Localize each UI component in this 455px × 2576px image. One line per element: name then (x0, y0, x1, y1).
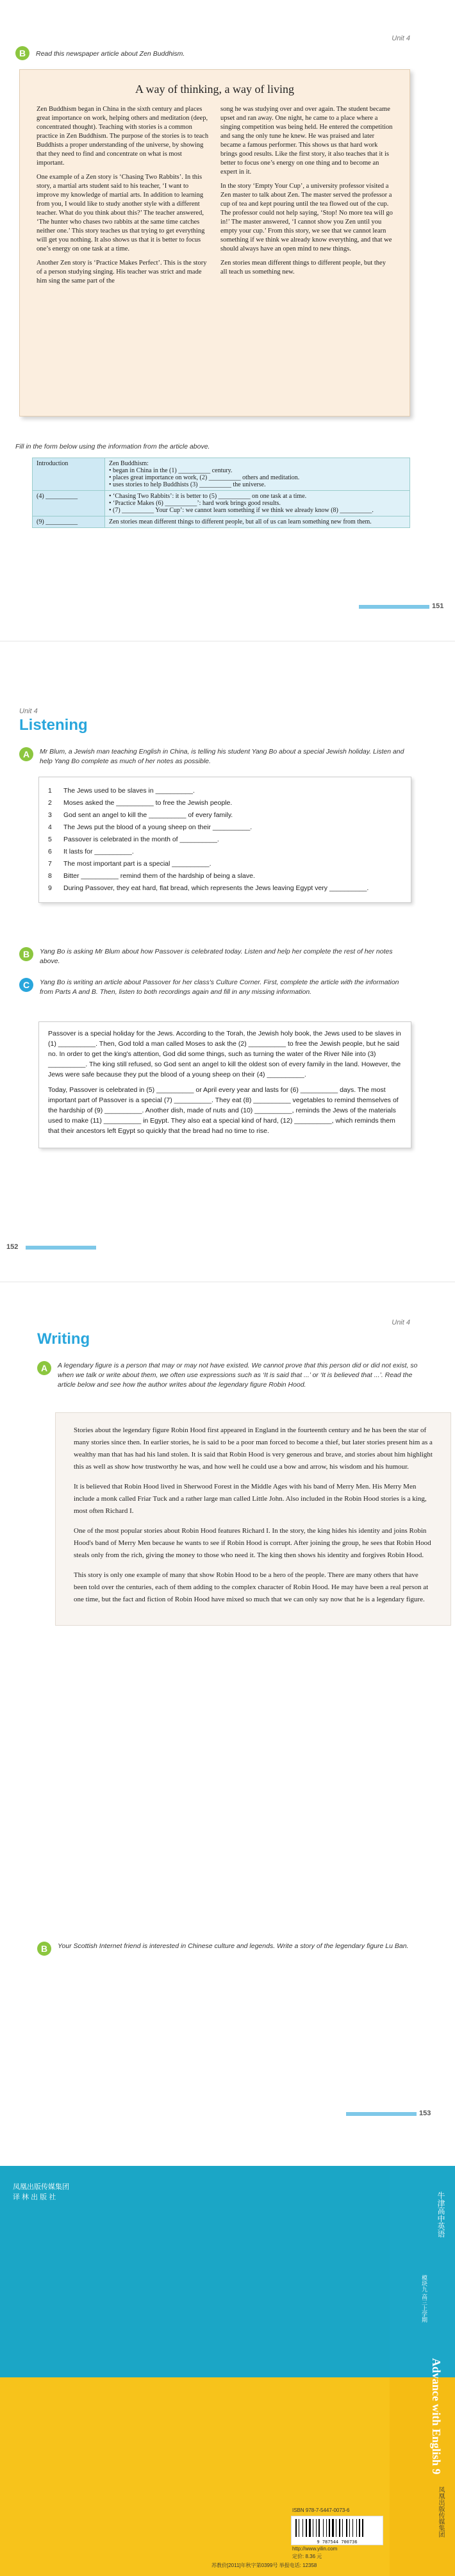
page-number: 152 (6, 1243, 19, 1251)
form-line: Zen stories mean different things to different people, but all of us can learn something new from them. (109, 518, 372, 525)
note-number: 3 (48, 811, 52, 819)
instruction-b: Yang Bo is asking Mr Blum about how Passover is celebrated today. Listen and help her complete the rest of her notes above. (40, 948, 393, 965)
note-text: During Passover, they eat hard, flat bread, which represents the Jews leaving Egypt very __________. (63, 884, 369, 892)
note-row (48, 870, 402, 882)
spine-publisher: 凤凰出版传媒集团 (437, 2486, 444, 2538)
note-number: 2 (48, 799, 52, 807)
note-row (48, 785, 402, 797)
form-line: • places great importance on work, (2) __________ others and meditation. (109, 474, 300, 481)
instruction-a: A legendary figure is a person that may or may not have existed. We cannot prove that this person did or did not exist, so when we talk or write about them, we often use expressions such as ‘It is said that ...’ or ‘It is believed that ...’. Read the article below and see how the author writes about the legendary figure Robin Hood. (58, 1362, 418, 1389)
form-line: • ‘Chasing Two Rabbits’: it is better to (5) __________ on one task at a time. (109, 493, 307, 500)
article-column-1 (37, 105, 209, 291)
article-paragraph: Another Zen story is ‘Practice Makes Perfect’. This is the story of a person studying singing. His teacher was strict and made him sing the same part of the (37, 260, 207, 285)
section-letter-a: A (37, 1361, 51, 1375)
form-label: (4) __________ (33, 491, 105, 516)
fill-in-form (32, 458, 410, 528)
instruction: Read this newspaper article about Zen Buddhism. (36, 50, 185, 58)
note-number: 9 (48, 884, 52, 892)
section-letter-c: C (19, 978, 33, 992)
robin-hood-story (55, 1412, 451, 1626)
page-edge-stripe (26, 1246, 96, 1250)
barcode-bar (349, 2519, 350, 2537)
note-row (48, 882, 402, 895)
barcode-bar (352, 2519, 353, 2537)
form-line: • uses stories to help Buddhists (3) __________ the universe. (109, 481, 266, 488)
barcode-bar (306, 2519, 307, 2537)
barcode-bar (302, 2519, 303, 2537)
barcode-bar (342, 2519, 343, 2537)
isbn-text: ISBN 978-7-5447-0073-6 (292, 2507, 350, 2513)
section-title-writing: Writing (37, 1330, 90, 1348)
press-name: 译 林 出 版 社 (13, 2193, 56, 2201)
barcode-bar (339, 2519, 340, 2537)
story-paragraph: One of the most popular stories about Robin Hood features Richard I. In the story, the king hides his identity and joins Robin Hood's band of Merry Men because he wants to see if Robin Hood is corrupt. After joining the group, he sees that Robin Hood steals only from the rich, giving the money to those who need it. The king then shows his identity and forgives Robin Hood. (74, 1527, 431, 1559)
note-number: 4 (48, 823, 52, 831)
cover-yellow-block (0, 2377, 455, 2576)
note-number: 7 (48, 860, 52, 868)
note-row (48, 822, 402, 834)
instruction-a: Mr Blum, a Jewish man teaching English in China, is telling his student Yang Bo about a special Jewish holiday. Listen and help Yang Bo complete as much of her notes as possible. (40, 748, 404, 765)
form-label: (9) __________ (33, 516, 105, 528)
form-instruction: Fill in the form below using the information from the article above. (15, 443, 210, 450)
article-paragraph: Passover is a special holiday for the Jews. According to the Torah, the Jewish holy book, the Jews used to be slaves in (1) __________. Then, God told a man called Moses to ask the (2) __________ to free the Jewish people, but he said no. In order to get the king's attention, God did some things, such as turning the water of the River Nile into (3) __________. The king still refused, so God sent an angel to kill the oldest son of every family in the land. However, the Jews were safe because they put the blood of a young sheep on their (4) __________. (48, 1030, 401, 1078)
barcode-bar (346, 2519, 347, 2537)
form-row (33, 458, 410, 491)
note-text: Moses asked the __________ to free the Jewish people. (63, 799, 233, 807)
barcode-bar (329, 2519, 330, 2537)
article-fill-box (38, 1021, 411, 1148)
spine-band-lower (390, 2377, 455, 2576)
section-letter-a: A (19, 747, 33, 761)
note-text: Passover is celebrated in the month of __________. (63, 836, 219, 843)
note-row (48, 834, 402, 846)
spine-subtitle-cn: 模块九 高三上学期 (421, 2275, 427, 2323)
note-text: It lasts for __________. (63, 848, 134, 855)
barcode-bar (309, 2519, 311, 2537)
barcode (291, 2516, 383, 2545)
cover-publisher (13, 2182, 69, 2202)
barcode-digits: 9 787544 700736 (317, 2539, 358, 2545)
note-number: 5 (48, 836, 52, 843)
page-152 (0, 641, 455, 1282)
form-row (33, 491, 410, 516)
page-edge-stripe (346, 2112, 417, 2116)
page-151 (0, 0, 455, 641)
barcode-bar (356, 2519, 357, 2537)
unit-label: Unit 4 (392, 1319, 410, 1326)
website: http://www.yilin.com (292, 2546, 338, 2552)
note-text: The most important part is a special __________. (63, 860, 211, 868)
form-line: Zen Buddhism: (109, 460, 149, 467)
page-edge-stripe (359, 605, 429, 609)
notes-list (38, 777, 411, 903)
unit-label: Unit 4 (392, 35, 410, 42)
article-paragraph: In the story ‘Empty Your Cup’, a university professor visited a Zen master to talk about Zen. The master served the professor a cup of tea and kept pouring until the tea flowed out of the cup. The professor could not help saying, ‘Stop! No more tea will go in!’ The master answered, ‘I cannot show you Zen until you empty your cup.’ From this story, we see that we cannot learn something if we think we already know everything, and that we should always have an open mind to new things. (220, 183, 393, 252)
note-row (48, 809, 402, 822)
form-content (105, 458, 410, 491)
instruction-b: Your Scottish Internet friend is interested in Chinese culture and legends. Write a story of the legendary figure Lu Ban. (58, 1942, 409, 1950)
price: 定价: 8.36 元 (292, 2554, 322, 2559)
article-paragraph: Zen stories mean different things to different people, but they all teach us something new. (220, 260, 386, 276)
article-paragraph: One example of a Zen story is ‘Chasing Two Rabbits’. In this story, a martial arts student said to his teacher, ‘I want to improve my knowledge of martial arts. In addition to learning from you, I would like to study another style with a different teacher. What do you think about this?’ The teacher answered, ‘The hunter who chases two rabbits at the same time catches neither one.’ This story teaches us that trying to get everything will get you nothing. It also shows us that it is better to focus one’s energy on one task at a time. (37, 174, 205, 252)
instruction-c: Yang Bo is writing an article about Passover for her class's Culture Corner. First, complete the article with the information from Parts A and B. Then, listen to both recordings again and fill in any missing information. (40, 978, 399, 996)
note-number: 1 (48, 787, 52, 795)
barcode-bar (316, 2519, 317, 2537)
barcode-bar (318, 2519, 320, 2537)
publisher-name: 凤凰出版传媒集团 (13, 2183, 69, 2191)
note-text: God sent an angel to kill the __________ of every family. (63, 811, 233, 819)
barcode-bar (359, 2519, 360, 2537)
imprint-line: 苏教价[2011]年秋字第0399号 举报电话: 12358 (211, 2563, 317, 2568)
form-row (33, 516, 410, 528)
barcode-bar (295, 2519, 297, 2537)
barcode-bar (362, 2519, 363, 2537)
spine-title-cn: 牛津高中英语 (436, 2192, 445, 2238)
section-title-listening: Listening (19, 716, 88, 734)
note-text: Bitter __________ remind them of the hardship of being a slave. (63, 872, 255, 880)
section-letter-b: B (15, 46, 29, 60)
page-number: 151 (432, 602, 444, 610)
back-cover (0, 2166, 455, 2576)
form-line: • (7) __________ Your Cup’: we cannot learn something if we think we already know (8) __________. (109, 507, 374, 514)
article-card (19, 69, 410, 417)
note-text: The Jews put the blood of a young sheep on their __________. (63, 823, 252, 831)
barcode-bar (326, 2519, 327, 2537)
note-text: The Jews used to be slaves in __________. (63, 787, 195, 795)
form-line: • began in China in the (1) __________ century. (109, 467, 233, 474)
barcode-bar (332, 2519, 334, 2537)
note-number: 6 (48, 848, 52, 855)
page-number: 153 (419, 2110, 431, 2117)
note-number: 8 (48, 872, 52, 880)
note-row (48, 846, 402, 858)
note-row (48, 797, 402, 809)
form-content (105, 491, 410, 516)
article-column-2 (220, 105, 393, 291)
story-paragraph: It is believed that Robin Hood lived in Sherwood Forest in the Middle Ages with his band of Merry Men. His Merry Men include a monk called Friar Tuck and a rather large man called Little John. Also included in the Robin Hood stories is a king, most often Richard I. (74, 1483, 427, 1515)
story-paragraph: This story is only one example of many that show Robin Hood to be a hero of the people. There are many others that have been told over the centuries, each of them adding to the complex character of Robin Hood. He may have been a real person at one time, but the fact and fiction of Robin Hood have mixed so much that we can only say now that he is a legendary figure. (74, 1571, 429, 1603)
barcode-bar (323, 2519, 324, 2537)
section-letter-b: B (37, 1942, 51, 1956)
form-label: Introduction (33, 458, 105, 491)
form-content (105, 516, 410, 528)
article-paragraph: Zen Buddhism began in China in the sixth century and places great importance on work, helping others and meditation (deep, concentrated thought). Teaching with stories is a common practice in Zen Buddhism. The purpose of the stories is to teach Buddhists a proper understanding of the universe, by showing that they need to find and concentrate on what is most important. (37, 106, 209, 167)
unit-label: Unit 4 (19, 707, 38, 715)
form-line: • ‘Practice Makes (6) __________’: hard work brings good results. (109, 500, 281, 507)
note-row (48, 858, 402, 870)
page-153 (0, 1282, 455, 2166)
section-letter-b: B (19, 947, 33, 961)
article-paragraph: song he was studying over and over again. The student became upset and ran away. One night, he came to a place where a singing competition was being held. He entered the competition and sang the only tune he knew. He was praised and later became a famous performer. This shows us that hard work brings good results. Like the first story, it also teaches that it is better to focus one’s energy on one thing and to become an expert in it. (220, 106, 393, 176)
story-paragraph: Stories about the legendary figure Robin Hood first appeared in England in the fourteenth century and he has been the star of many stories since then. In earlier stories, he is said to be a poor man forced to become a thief, but later stories present him as a wealthy man that has had his land stolen. It is said that Robin Hood is very generous and brave, and stories about him highlight this as well as show how trustworthy he was, and how well he could use a bow and arrow, his wisdom and his humour. (74, 1426, 433, 1471)
spine-title-en: Advance with English 9 (430, 2358, 443, 2475)
article-paragraph: Today, Passover is celebrated in (5) __________ or April every year and lasts for (6) __________ days. The most important part of Passover is a special (7) __________. They eat (8) __________ vegetables to remind themselves of the hardship of (9) __________. Another dish, made of nuts and (10) __________, reminds the Jews of the materials used to make (11) __________ in Egypt. They also eat a special kind of hard, (12) __________, which reminds them that their ancestors left Egypt so quickly that the bread had no time to rise. (48, 1086, 399, 1135)
article-title: A way of thinking, a way of living (135, 83, 294, 95)
